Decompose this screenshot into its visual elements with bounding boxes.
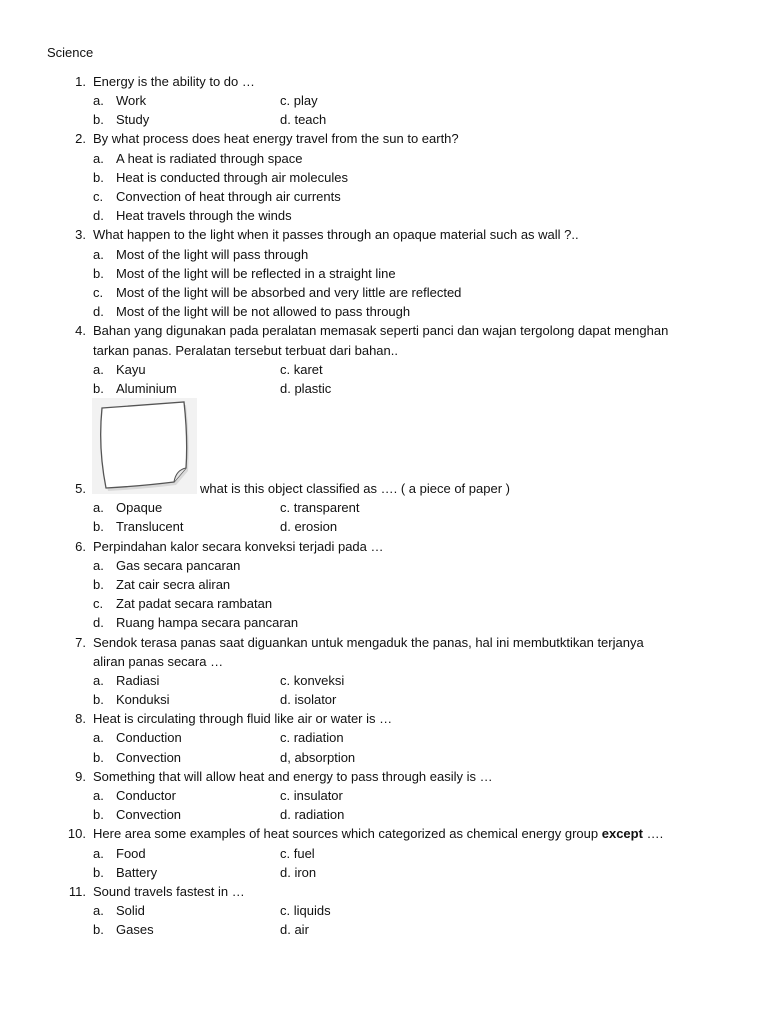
question-number: 2. — [75, 131, 86, 146]
option-letter: c. — [93, 285, 104, 300]
option-text: c. insulator — [280, 788, 343, 803]
option-text: d. radiation — [280, 807, 345, 822]
option-letter: b. — [93, 750, 104, 765]
question-number: 10. — [67, 826, 86, 841]
option-text: Heat travels through the winds — [116, 208, 292, 223]
question-text: Sound travels fastest in … — [93, 884, 245, 899]
question-number: 7. — [75, 635, 86, 650]
option-letter: a. — [93, 558, 104, 573]
question-number: 3. — [75, 227, 86, 242]
question-text: Something that will allow heat and energy to pass through easily is … — [93, 769, 493, 784]
option-text: Opaque — [116, 500, 163, 515]
question-text: Perpindahan kalor secara konveksi terjadi pada … — [93, 539, 384, 554]
option-text: d, absorption — [280, 750, 356, 765]
option-text: A heat is radiated through space — [116, 151, 303, 166]
option-text: Convection — [116, 807, 182, 822]
question-number: 8. — [75, 711, 86, 726]
option-letter: d. — [93, 615, 104, 630]
paper-sheet-image — [92, 398, 197, 494]
option-letter: b. — [93, 922, 104, 937]
option-text: Konduksi — [116, 692, 170, 707]
question-text: what is this object classified as …. ( a piece of paper ) — [200, 481, 510, 496]
option-text: Convection of heat through air currents — [116, 189, 341, 204]
question-text: By what process does heat energy travel from the sun to earth? — [93, 131, 459, 146]
option-letter: a. — [93, 673, 104, 688]
question-text: What happen to the light when it passes through an opaque material such as wall ?.. — [93, 227, 579, 242]
option-letter: a. — [93, 362, 104, 377]
option-text: d. erosion — [280, 519, 338, 534]
page-title: Science — [47, 45, 94, 60]
option-text: Zat cair secra aliran — [116, 577, 231, 592]
option-text: d. iron — [280, 865, 317, 880]
question-text — [93, 825, 663, 842]
question-text-continued: aliran panas secara … — [93, 654, 224, 669]
question-number: 4. — [75, 323, 86, 338]
question-number: 5. — [75, 481, 86, 496]
option-letter: b. — [93, 692, 104, 707]
emphasis-except: except — [601, 826, 643, 841]
option-letter: a. — [93, 93, 104, 108]
option-text: Heat is conducted through air molecules — [116, 170, 348, 185]
option-letter: b. — [93, 112, 104, 127]
question-text-continued: tarkan panas. Peralatan tersebut terbuat dari bahan.. — [93, 343, 398, 358]
option-letter: a. — [93, 151, 104, 166]
option-letter: a. — [93, 500, 104, 515]
question-number: 1. — [75, 74, 86, 89]
option-text: c. transparent — [280, 500, 360, 515]
option-letter: b. — [93, 266, 104, 281]
option-letter: c. — [93, 596, 104, 611]
question-number: 11. — [68, 884, 86, 899]
option-text: Most of the light will pass through — [116, 247, 309, 262]
option-text: Food — [116, 846, 146, 861]
question-text: Bahan yang digunakan pada peralatan memasak seperti panci dan wajan tergolong dapat menghan — [93, 323, 669, 338]
option-text: Aluminium — [116, 381, 177, 396]
option-text: Most of the light will be reflected in a straight line — [116, 266, 396, 281]
option-text: d. air — [280, 922, 309, 937]
option-text: Most of the light will be absorbed and very little are reflected — [116, 285, 462, 300]
question-text: Sendok terasa panas saat diguankan untuk mengaduk the panas, hal ini membutktikan terjanya — [93, 635, 644, 650]
question-text-tail: …. — [646, 826, 664, 841]
option-letter: a. — [93, 247, 104, 262]
option-text: Battery — [116, 865, 158, 880]
option-text: Study — [116, 112, 150, 127]
option-text: c. fuel — [280, 846, 315, 861]
option-letter: b. — [93, 807, 104, 822]
option-text: Ruang hampa secara pancaran — [116, 615, 299, 630]
question-number: 6. — [75, 539, 86, 554]
option-letter: d. — [93, 208, 104, 223]
option-letter: b. — [93, 381, 104, 396]
option-text: d. teach — [280, 112, 327, 127]
option-letter: a. — [93, 846, 104, 861]
option-text: c. konveksi — [280, 673, 345, 688]
option-text: c. karet — [280, 362, 323, 377]
option-text: c. radiation — [280, 730, 344, 745]
option-text: Gases — [116, 922, 154, 937]
option-text: c. liquids — [280, 903, 331, 918]
option-text: Radiasi — [116, 673, 160, 688]
option-text: Convection — [116, 750, 182, 765]
option-letter: a. — [93, 730, 104, 745]
option-text: Gas secara pancaran — [116, 558, 241, 573]
option-letter: b. — [93, 519, 104, 534]
option-text: Translucent — [116, 519, 184, 534]
option-letter: b. — [93, 865, 104, 880]
option-text: Kayu — [116, 362, 146, 377]
option-letter: b. — [93, 170, 104, 185]
option-text: Solid — [116, 903, 145, 918]
option-letter: b. — [93, 577, 104, 592]
option-text: d. isolator — [280, 692, 337, 707]
option-letter: a. — [93, 788, 104, 803]
option-letter: c. — [93, 189, 104, 204]
option-text: Conduction — [116, 730, 182, 745]
question-text: Energy is the ability to do … — [93, 74, 255, 89]
question-text-main: Here area some examples of heat sources which categorized as chemical energy group — [93, 826, 599, 841]
option-text: Zat padat secara rambatan — [116, 596, 273, 611]
option-text: Most of the light will be not allowed to pass through — [116, 304, 411, 319]
question-number: 9. — [75, 769, 86, 784]
question-text: Heat is circulating through fluid like air or water is … — [93, 711, 393, 726]
option-text: Conductor — [116, 788, 176, 803]
option-letter: d. — [93, 304, 104, 319]
option-text: c. play — [280, 93, 318, 108]
option-text: Work — [116, 93, 147, 108]
option-letter: a. — [93, 903, 104, 918]
option-text: d. plastic — [280, 381, 332, 396]
